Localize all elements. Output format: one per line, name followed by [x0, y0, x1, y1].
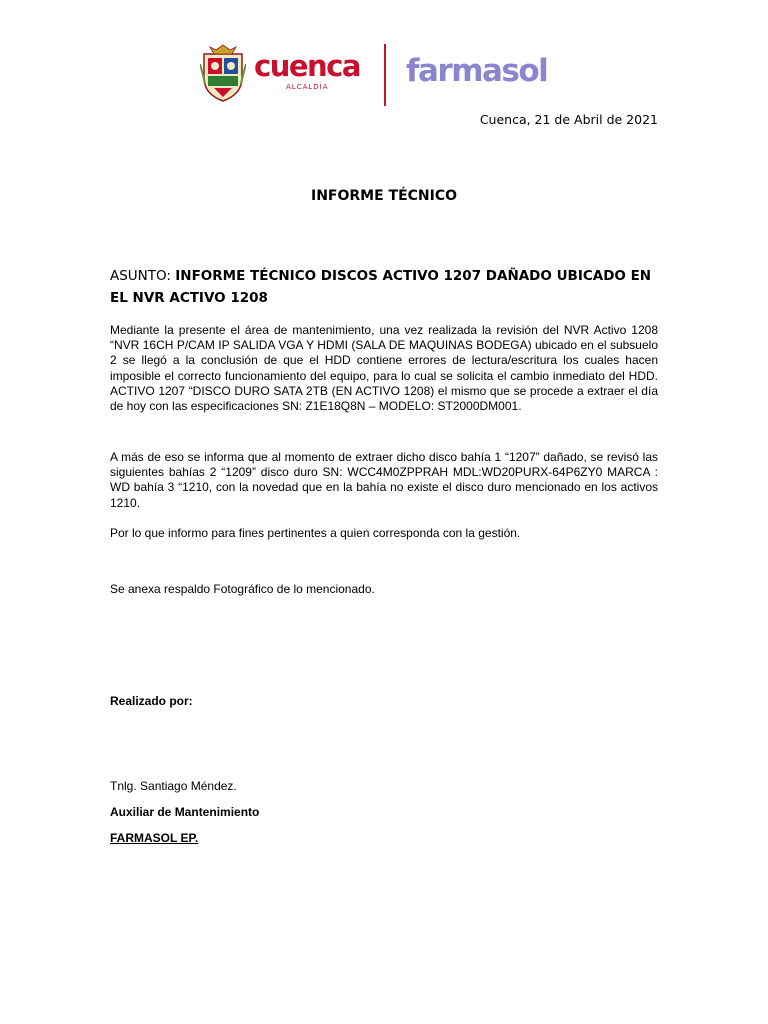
subject-value: INFORME TÉCNICO DISCOS ACTIVO 1207 DAÑADO UBICADO EN EL NVR ACTIVO 1208	[110, 268, 652, 306]
cuenca-logo-subtext: ALCALDÍA	[286, 83, 329, 91]
date-line: Cuenca, 21 de Abril de 2021	[479, 112, 658, 127]
signer-role: Auxiliar de Mantenimiento	[110, 805, 260, 819]
subject-line	[110, 265, 658, 309]
header-logos	[200, 44, 580, 110]
body-paragraph-3: Por lo que informo para fines pertinentes a quien corresponda con la gestión.	[110, 526, 521, 540]
signer-name: Tnlg. Santiago Méndez.	[110, 779, 237, 793]
body-paragraph-4: Se anexa respaldo Fotográfico de lo mencionado.	[110, 582, 375, 596]
logo-divider	[384, 44, 386, 106]
signer-company: FARMASOL EP.	[110, 831, 199, 845]
cuenca-crest-logo	[200, 44, 246, 102]
cuenca-logo-text: cuenca	[254, 49, 360, 83]
document-title: INFORME TÉCNICO	[310, 188, 458, 204]
body-paragraph-1: Mediante la presente el área de mantenimiento, una vez realizada la revisión del NVR Activo 1208 “NVR 16CH P/CAM IP SALIDA VGA Y HDMI (SALA DE MAQUINAS BODEGA) ubicado en el subsuelo 2 se llegó a la conclusión de que el HDD contiene errores de lectura/escritura los cuales hacen imposible el correcto funcionamiento del equipo, para lo cual se solicita el cambio inmediato del HDD. ACTIVO 1207 “DISCO DURO SATA 2TB (EN ACTIVO 1208) el mismo que se procede a extraer el día de hoy con las especificaciones SN: Z1E18Q8N – MODELO: ST2000DM001.	[110, 323, 658, 414]
subject-label: ASUNTO:	[110, 268, 171, 284]
farmasol-logo-text: farmasol	[406, 53, 548, 89]
body-paragraph-2: A más de eso se informa que al momento de extraer dicho disco bahía 1 “1207” dañado, se revisó las siguientes bahías 2 “1209” disco duro SN: WCC4M0ZPPRAH MDL:WD20PURX-64P6ZY0 MARCA : WD bahía 3 “1210, con la novedad que en la bahía no existe el disco duro mencionado en los activos 1210.	[110, 450, 658, 510]
signature-heading: Realizado por:	[110, 694, 193, 708]
